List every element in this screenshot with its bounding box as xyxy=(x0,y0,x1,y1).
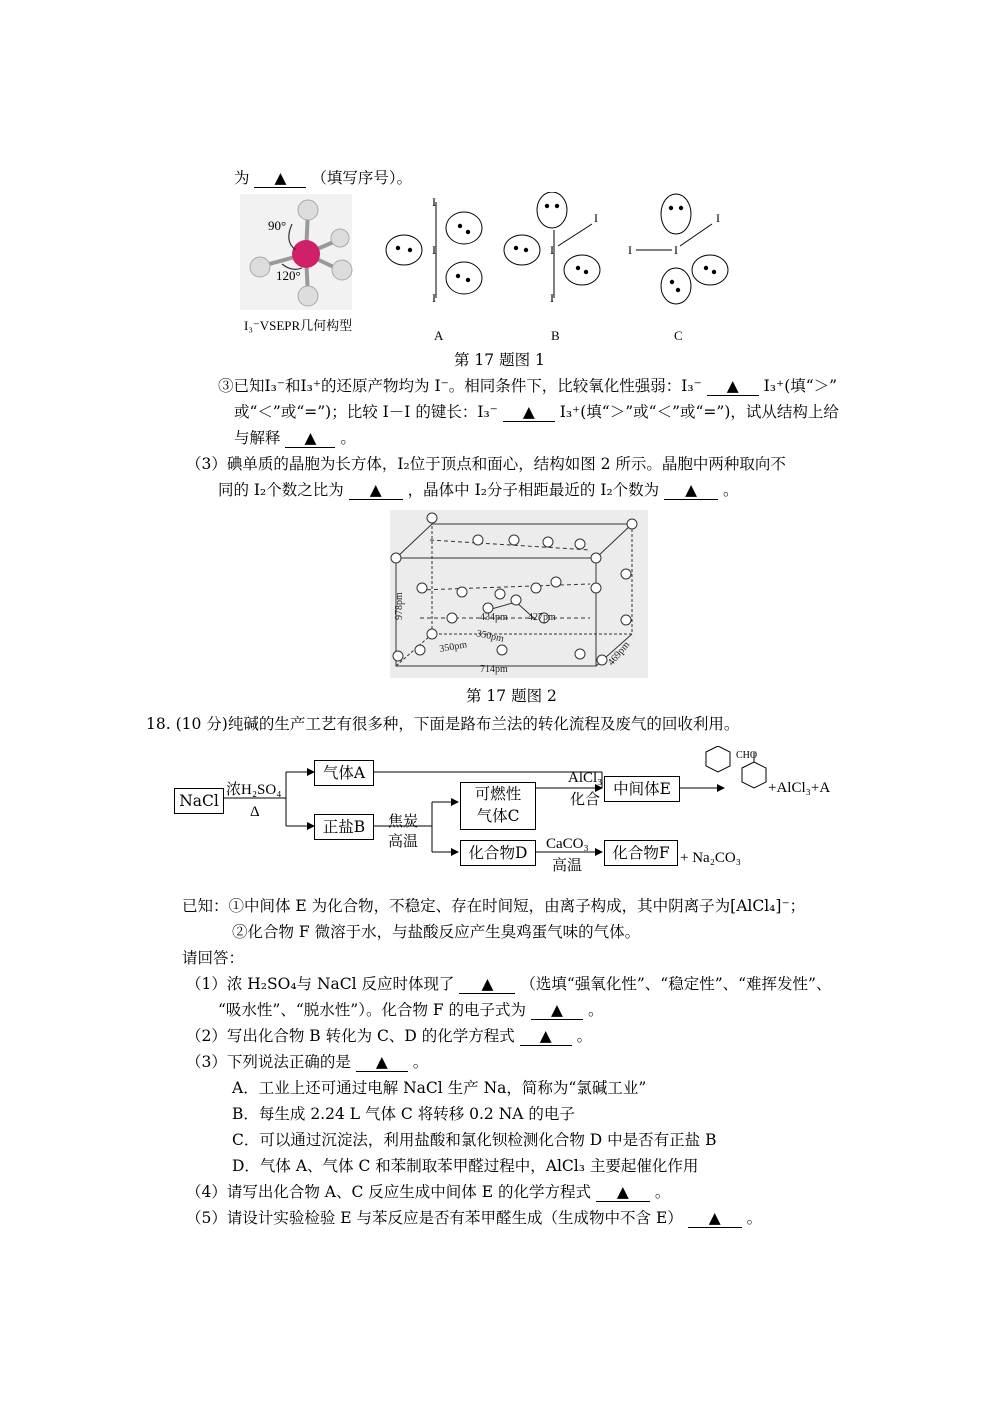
text: ，晶体中 I₂分子相距最近的 I₂个数为 xyxy=(407,481,660,499)
option-d: D．气体 A、气体 C 和苯制取苯甲醛过程中，AlCl₃ 主要起催化作用 xyxy=(232,1157,699,1175)
flow-chart xyxy=(174,746,834,882)
high-temp2-label: 高温 xyxy=(552,858,583,874)
text: 。 xyxy=(576,1027,593,1045)
option-c-structure xyxy=(628,194,728,343)
gas-c-line1: 可燃性 xyxy=(474,785,522,803)
figure-17-2 xyxy=(390,510,648,678)
heat-symbol: Δ xyxy=(250,804,260,820)
text: 。 xyxy=(723,481,739,499)
answer-blank: ▲ xyxy=(503,403,555,422)
q17-sub3-line1: （3）碘单质的晶胞为长方体，I₂位于顶点和面心，结构如图 2 所示。晶胞中两种取向不 xyxy=(186,455,786,473)
text: 。 xyxy=(412,1053,429,1071)
dim-714: 714pm xyxy=(480,664,508,675)
iodine-atom: I xyxy=(594,211,598,225)
q17-3rd-line2 xyxy=(234,402,839,422)
q17-3rd-line1 xyxy=(218,376,837,396)
known-2: ②化合物 F 微溶于水，与盐酸反应产生臭鸡蛋气味的气体。 xyxy=(232,923,641,941)
q18-1-line1 xyxy=(186,974,831,994)
answer-blank: ▲ xyxy=(531,1001,583,1020)
dim-434: 434pm xyxy=(480,612,508,623)
text: （4）请写出化合物 A、C 反应生成中间体 E 的化学方程式 xyxy=(186,1183,591,1201)
answer-blank: ▲ xyxy=(254,169,306,188)
answer-blank: ▲ xyxy=(596,1183,650,1202)
text: 。 xyxy=(340,429,356,447)
option-label: C xyxy=(674,328,683,343)
text: （填写序号）。 xyxy=(311,169,413,187)
q18-3 xyxy=(186,1052,428,1072)
text: 与解释 xyxy=(234,429,281,447)
box-intermediate-e: 中间体E xyxy=(604,776,680,802)
dim-350b: 350pm xyxy=(438,639,468,655)
text: （3）下列说法正确的是 xyxy=(186,1053,351,1071)
text: “吸水性”、“脱水性”）。化合物 F 的电子式为 xyxy=(218,1001,527,1019)
caco3-label: CaCO₃ xyxy=(546,836,589,852)
answer-blank: ▲ xyxy=(688,1209,742,1228)
box-nacl: NaCl xyxy=(174,788,224,814)
text: 。 xyxy=(654,1183,671,1201)
iodine-atom: I xyxy=(432,291,436,305)
gas-c-line2: 气体C xyxy=(476,807,520,825)
iodine-atom: I xyxy=(550,291,554,305)
q17-answer-line xyxy=(234,168,412,188)
dim-350a: 350pm xyxy=(475,628,505,645)
option-a: A．工业上还可通过电解 NaCl 生产 Na，简称为“氯碱工业” xyxy=(232,1079,647,1097)
answer-blank: ▲ xyxy=(459,975,515,994)
box-compound-f: 化合物F xyxy=(604,840,678,866)
answer-blank: ▲ xyxy=(349,481,403,500)
q18-4 xyxy=(186,1182,670,1202)
cho-label: CHO xyxy=(736,750,758,761)
box-gas-a: 气体A xyxy=(314,760,374,786)
box-gas-c xyxy=(460,782,536,830)
angle-90-label: 90° xyxy=(268,218,287,233)
dim-469: 469pm xyxy=(605,639,633,668)
combine-label: 化合 xyxy=(570,792,601,808)
q18-1-line2 xyxy=(218,1000,603,1020)
reagent-h2so4: 浓H₂SO₄ xyxy=(226,782,282,798)
text: 为 xyxy=(234,169,250,187)
please-answer: 请回答： xyxy=(182,949,245,967)
text: 或“＜”或“=”)；比较 I－I 的键长：I₃⁻ xyxy=(234,403,498,421)
iodine-atom: I xyxy=(550,243,554,257)
product-tail: +AlCl₃+A xyxy=(768,780,831,796)
text: （选填“强氧化性”、“稳定性”、“难挥发性”、 xyxy=(520,975,832,993)
high-temp-label: 高温 xyxy=(388,834,419,850)
iodine-atom: I xyxy=(674,243,678,257)
text: I₃⁺(填“＞”或“＜”或“=”)，试从结构上给 xyxy=(559,403,839,421)
option-b-structure xyxy=(504,192,600,343)
box-compound-d: 化合物D xyxy=(460,840,536,866)
text: 同的 I₂个数之比为 xyxy=(218,481,344,499)
option-c: C．可以通过沉淀法，利用盐酸和氯化钡检测化合物 D 中是否有正盐 B xyxy=(232,1131,717,1149)
figure-1-caption: 第 17 题图 1 xyxy=(454,351,545,369)
dim-978: 978pm xyxy=(394,592,405,620)
answer-blank: ▲ xyxy=(707,377,759,396)
vsepr-model xyxy=(240,194,352,310)
option-b: B．每生成 2.24 L 气体 C 将转移 0.2 NA 的电子 xyxy=(232,1105,575,1123)
answer-blank: ▲ xyxy=(356,1053,408,1072)
q17-3rd-line3 xyxy=(234,428,356,448)
iodine-atom: I xyxy=(716,211,720,225)
answer-blank: ▲ xyxy=(285,429,335,448)
text: （2）写出化合物 B 转化为 C、D 的化学方程式 xyxy=(186,1027,515,1045)
q18-5 xyxy=(186,1208,762,1228)
dim-427: 427pm xyxy=(528,612,556,623)
option-label: B xyxy=(551,328,560,343)
angle-120-label: 120° xyxy=(276,268,301,283)
option-a-structure xyxy=(386,195,482,343)
q17-sub3-line2 xyxy=(218,480,739,500)
text: ③已知I₃⁻和I₃⁺的还原产物均为 I⁻。相同条件下，比较氧化性强弱：I₃⁻ xyxy=(218,377,702,395)
alcl3-label: AlCl₃ xyxy=(568,770,603,786)
text: （1）浓 H₂SO₄与 NaCl 反应时体现了 xyxy=(186,975,455,993)
text: 。 xyxy=(746,1209,763,1227)
iodine-atom: I xyxy=(628,243,632,257)
figure-17-1 xyxy=(236,192,756,347)
text: 。 xyxy=(587,1001,604,1019)
figure-2-caption: 第 17 题图 2 xyxy=(466,687,557,705)
text: I₃⁺(填“＞” xyxy=(763,377,838,395)
iodine-atom: I xyxy=(432,243,436,257)
q18-2 xyxy=(186,1026,592,1046)
na2co3-label: + Na₂CO₃ xyxy=(680,850,741,866)
answer-blank: ▲ xyxy=(520,1027,572,1046)
known-1: 已知：①中间体 E 为化合物，不稳定、存在时间短，由离子构成，其中阴离子为[AlCl₄]⁻； xyxy=(182,897,806,915)
text: （5）请设计实验检验 E 与苯反应是否有苯甲醛生成（生成物中不含 E） xyxy=(186,1209,683,1227)
answer-blank: ▲ xyxy=(664,481,718,500)
iodine-atom: I xyxy=(432,195,436,209)
coke-label: 焦炭 xyxy=(388,814,419,830)
q18-header: 18. (10 分)纯碱的生产工艺有很多种，下面是路布兰法的转化流程及废气的回收利用。 xyxy=(146,715,740,733)
option-label: A xyxy=(434,328,444,343)
vsepr-label: I₃⁻VSEPR几何构型 xyxy=(244,318,353,333)
box-salt-b: 正盐B xyxy=(314,814,374,840)
